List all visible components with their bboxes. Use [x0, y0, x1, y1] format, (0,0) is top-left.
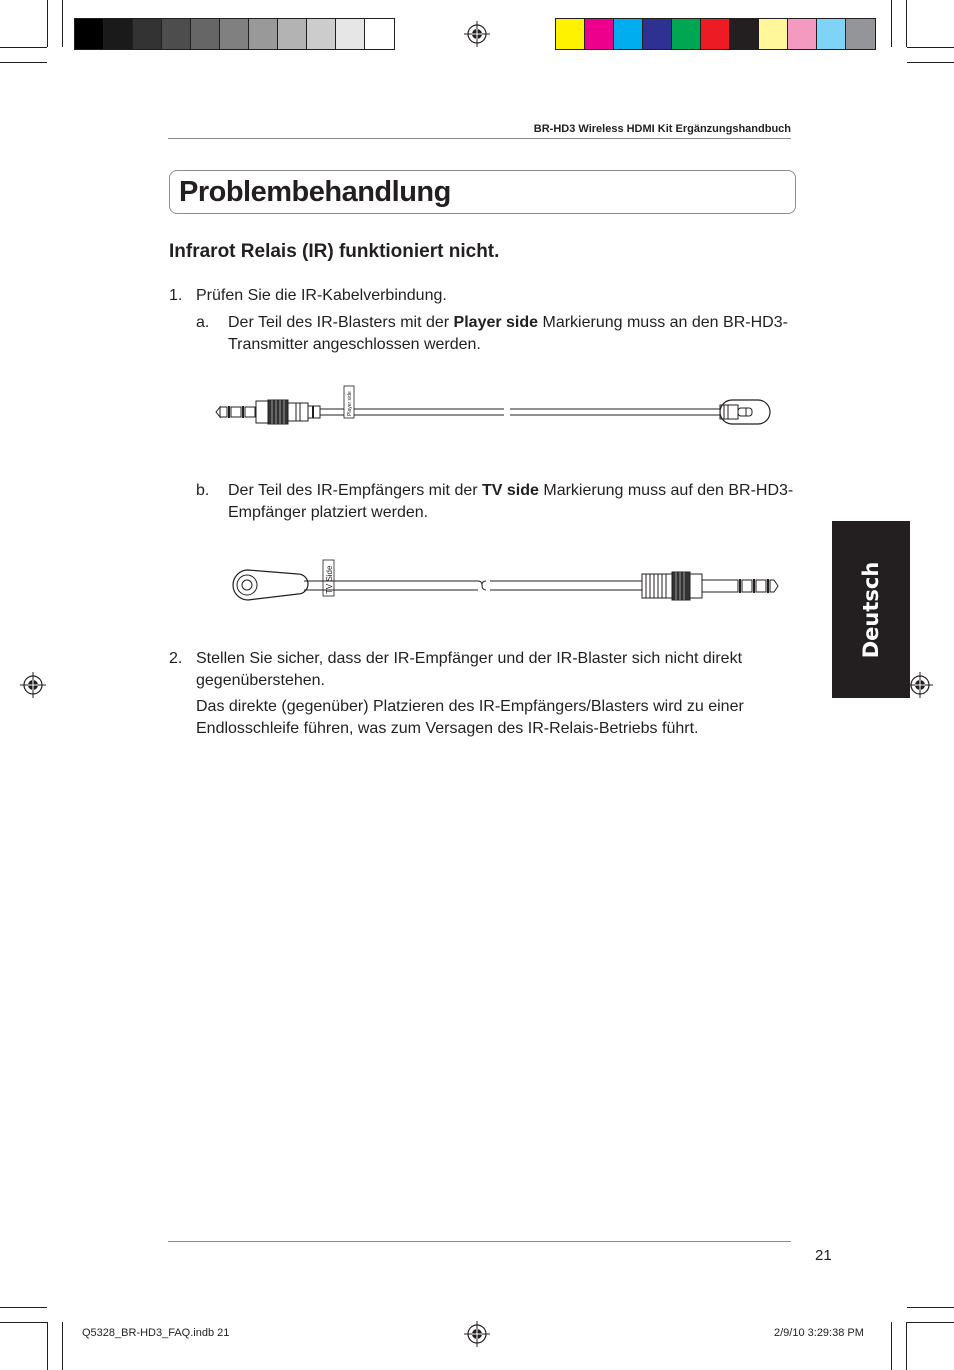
substep-text-pre: Der Teil des IR-Blasters mit der — [228, 314, 454, 331]
gray-swatch — [75, 19, 104, 49]
language-side-tab — [832, 521, 910, 698]
substep-text — [228, 480, 794, 524]
color-swatch — [643, 19, 672, 49]
gray-swatch — [278, 19, 307, 49]
process-color-bar — [555, 18, 876, 50]
gray-swatch — [133, 19, 162, 49]
gray-swatch — [249, 19, 278, 49]
language-tab-label: Deutsch — [859, 561, 883, 658]
gray-swatch — [307, 19, 336, 49]
color-swatch — [672, 19, 701, 49]
color-swatch — [788, 19, 817, 49]
step-number: 2. — [169, 650, 183, 667]
color-swatch — [701, 19, 730, 49]
running-header: BR-HD3 Wireless HDMI Kit Ergänzungshandbuch — [533, 123, 791, 135]
grayscale-color-bar — [74, 18, 395, 50]
tv-side-cable-label: TV Side — [325, 565, 334, 594]
gray-swatch — [220, 19, 249, 49]
gray-swatch — [162, 19, 191, 49]
substep-text — [228, 312, 794, 356]
registration-mark-icon — [464, 1321, 490, 1347]
color-swatch — [817, 19, 846, 49]
registration-mark-icon — [464, 21, 490, 47]
ir-receiver-cable-illustration — [228, 556, 784, 612]
ir-blaster-cable-illustration — [210, 384, 782, 442]
substep-text-pre: Der Teil des IR-Empfängers mit der — [228, 482, 483, 499]
step-text: Prüfen Sie die IR-Kabelverbindung. — [196, 287, 447, 304]
color-swatch — [846, 19, 875, 49]
color-swatch — [556, 19, 585, 49]
step-text: Stellen Sie sicher, dass der IR-Empfänger und der IR-Blaster sich nicht direkt gegenüberstehen. — [196, 650, 743, 689]
player-side-cable-label: Player side — [347, 391, 353, 416]
gray-swatch — [104, 19, 133, 49]
substep-letter: b. — [196, 482, 210, 499]
registration-mark-icon — [907, 672, 933, 698]
substep-text-bold: Player side — [453, 314, 539, 331]
footer-divider — [168, 1241, 791, 1242]
print-slug-file: Q5328_BR-HD3_FAQ.indb 21 — [82, 1327, 230, 1339]
gray-swatch — [191, 19, 220, 49]
print-slug-timestamp: 2/9/10 3:29:38 PM — [774, 1327, 864, 1339]
gray-swatch — [365, 19, 394, 49]
registration-mark-icon — [20, 672, 46, 698]
substep-text-bold: TV side — [482, 482, 539, 499]
step-number: 1. — [169, 287, 183, 304]
color-swatch — [614, 19, 643, 49]
color-swatch — [585, 19, 614, 49]
substep-text-post: Markierung muss auf den BR-HD3-Empfänger platziert werden. — [228, 482, 794, 521]
substep-text-post: Markierung muss an den BR-HD3-Transmitter angeschlossen werden. — [228, 314, 788, 353]
header-divider — [168, 138, 791, 139]
color-swatch — [730, 19, 759, 49]
page-title: Problembehandlung — [179, 176, 451, 208]
section-heading: Infrarot Relais (IR) funktioniert nicht. — [169, 241, 500, 262]
gray-swatch — [336, 19, 365, 49]
step-note: Das direkte (gegenüber) Platzieren des IR-Empfängers/Blasters wird zu einer Endlosschleife führen, was zum Versagen des IR-Relais-Betriebs führt. — [196, 698, 744, 737]
color-swatch — [759, 19, 788, 49]
substep-letter: a. — [196, 314, 210, 331]
page-title-box — [169, 170, 796, 214]
page-number: 21 — [815, 1247, 832, 1264]
